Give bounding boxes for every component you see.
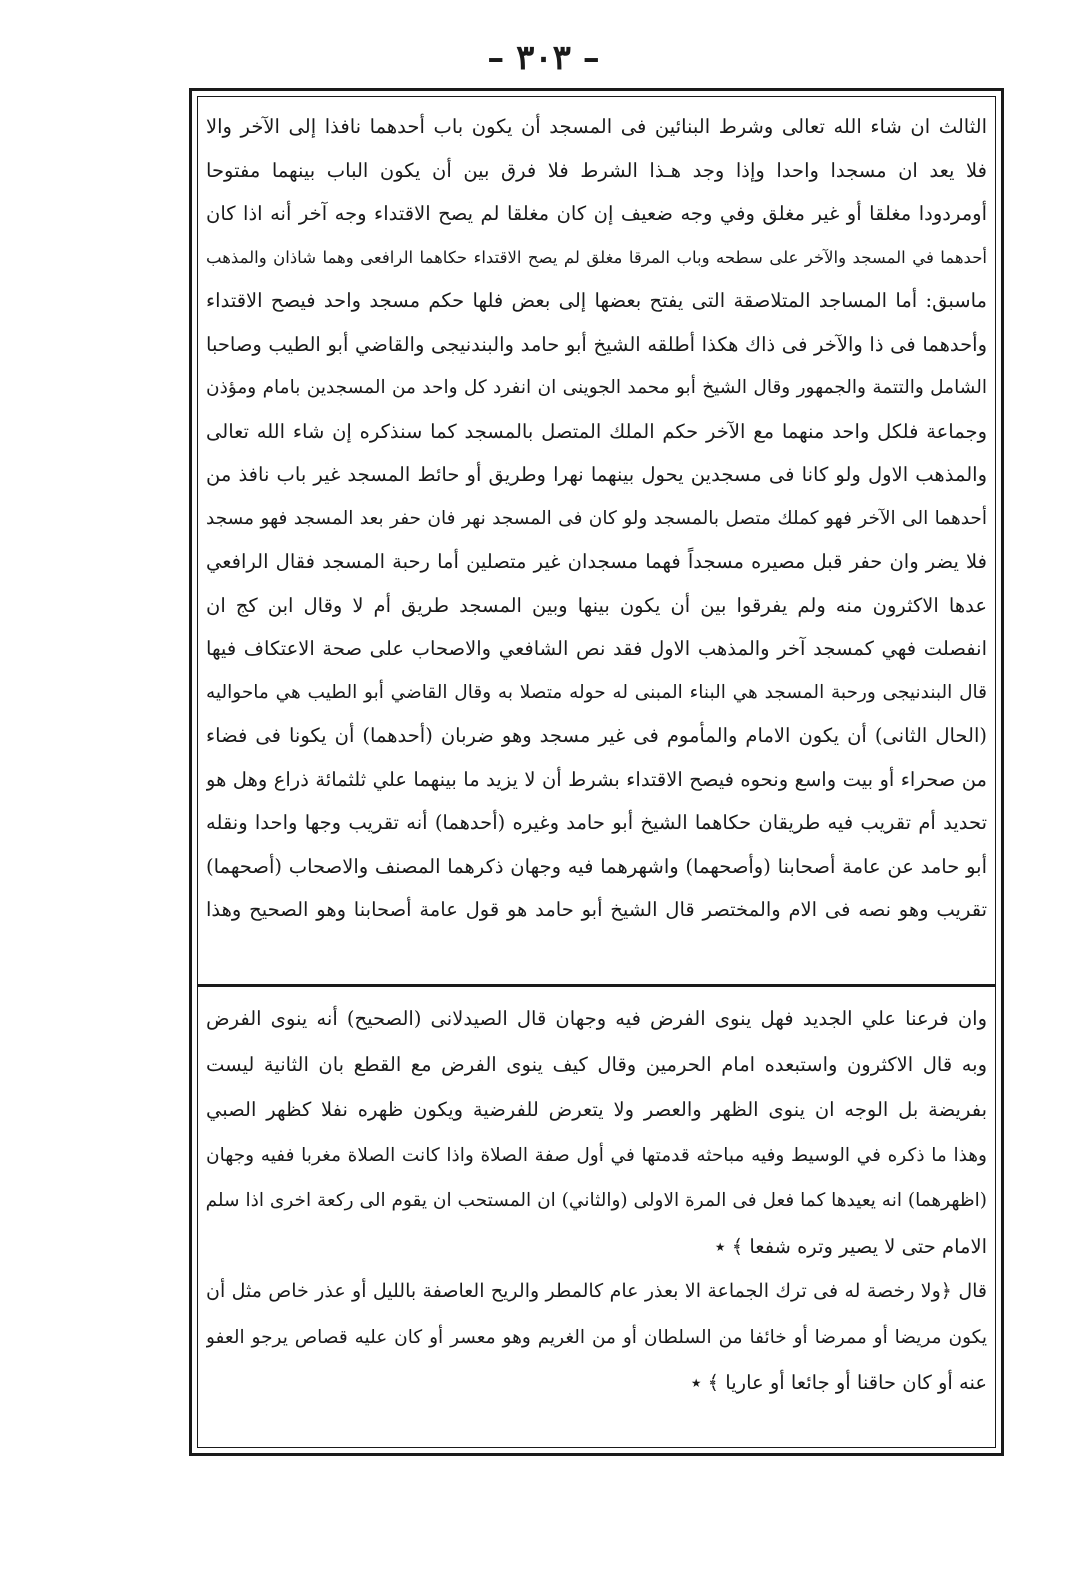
page-frame: [189, 88, 1004, 1456]
main-text-line: فلا يضر وان حفر قبل مصيره مسجداً فهما مسجدان غير متصلين أما رحبة المسجد فقال الرافعي: [206, 550, 987, 573]
main-text-line: فلا يعد ان مسجدا واحدا وإذا وجد هـذا الشرط فلا فرق بين أن يكون الباب بينهما مفتوحا: [206, 158, 987, 182]
footnote-text-line: وبه قال الاكثرون واستبعده امام الحرمين وقال كيف ينوى الفرض مع القطع بان الثانية ليست: [206, 1052, 987, 1076]
main-text-line: تقريب وهو نصه فى الام والمختصر قال الشيخ أبو حامد هو قول عامة أصحابنا وهو الصحيح وهذا: [206, 898, 987, 921]
main-text-line: قال البندنيجى ورحبة المسجد هي البناء المبنى له حوله متصلا به وقال القاضي أبو الطيب هي ماحواليه: [206, 681, 987, 703]
footnote-text-line: الامام حتى لا يصير وتره شفعا ﴾ ٭: [714, 1234, 987, 1258]
main-text-line: من صحراء أو بيت واسع ونحوه فيصح الاقتداء بشرط أن لا يزيد ما بينهما علي ثلثمائة ذراع وهل هو: [206, 767, 987, 791]
footnote-text-block: [206, 996, 987, 1406]
footnote-text-line: قال ﴿ولا رخصة له فى ترك الجماعة الا بعذر عام كالمطر والريح العاصفة بالليل أو عذر خاص مثل أن: [206, 1280, 987, 1302]
main-text-line: وجماعة فلكل واحد منهما مع الآخر حكم الملك المتصل بالمسجد كما سنذكره إن شاء الله تعالى: [206, 419, 987, 443]
main-text-line: أحدهما في المسجد والآخر على سطحه وباب المرقا مغلق لم يصح الاقتداء حكاهما الرافعى وهما شاذان والمذهب: [206, 247, 987, 267]
main-text-line: تحديد أم تقريب فيه طريقان حكاهما الشيخ أبو حامد وغيره (أحدهما) أنه تقريب وجها واحدا ونقله: [206, 811, 987, 834]
footnote-text-line: وهذا ما ذكره في الوسيط وفيه مباحثه قدمتها في أول صفة الصلاة واذا كانت الصلاة مغربا ففيه وجهان: [206, 1144, 987, 1166]
main-text-line: الشامل والتتمة والجمهور وقال الشيخ أبو محمد الجوينى ان انفرد كل واحد من المسجدين بامام ومؤذن: [206, 377, 987, 398]
section-divider: [198, 984, 995, 987]
main-text-line: (الحال الثانى) أن يكون الامام والمأموم فى غير مسجد وهو ضربان (أحدهما) أن يكونا فى فضاء: [206, 724, 987, 747]
main-text-line: انفصلت فهي كمسجد آخر والمذهب الاول فقد نص الشافعي والاصحاب على صحة الاعتكاف فيها: [206, 637, 987, 660]
main-text-line: الثالث ان شاء الله تعالى وشرط البنائين فى المسجد أن يكون باب أحدهما نافذا إلى الآخر والا: [206, 115, 987, 138]
footnote-text-line: بفريضة بل الوجه ان ينوى الظهر والعصر ولا يتعرض للفرضية ويكون ظهره نفلا كظهر الصبي: [206, 1098, 987, 1121]
main-text-line: والمذهب الاول ولو كانا فى مسجدين يحول بينهما نهرا وطريق أو حائط المسجد غير باب نافذ من: [206, 463, 987, 486]
main-text-line: أبو حامد عن عامة أصحابنا (وأصحهما) واشهرهما فيه وجهان ذكرهما المصنف والاصحاب (أصحهما): [206, 854, 987, 878]
main-text-line: أومردودا مغلقا أو غير مغلق وفي وجه ضعيف إن كان مغلقا لم يصح الاقتداء وجه آخر أنه اذا كان: [206, 202, 987, 225]
main-text-line: وأحدهما فى ذا والآخر فى ذاك هكذا أطلقه الشيخ أبو حامد والبندنيجى والقاضي أبو الطيب وصاحبا: [206, 332, 987, 356]
main-text-line: عدها الاكثرون منه ولم يفرقوا بين أن يكون بينها وبين المسجد طريق أم لا وقال ابن كج ان: [206, 593, 987, 617]
page-number: – ٣٠٣ –: [487, 38, 600, 78]
main-text-line: ماسبق: أما المساجد المتلاصقة التى يفتح بعضها إلى بعض فلها حكم مسجد واحد فيصح الاقتداء: [206, 289, 987, 312]
main-text-line: أحدهما الى الآخر فهو كملك متصل بالمسجد ولو كان فى المسجد نهر فان حفر بعد المسجد فهو مسجد: [206, 507, 987, 529]
main-text-block: [206, 105, 987, 932]
footnote-text-line: (اظهرهما) انه يعيدها كما فعل فى المرة الاولى (والثاني) ان المستحب ان يقوم الى ركعة اخرى اذا سلم: [206, 1190, 987, 1211]
footnote-text-line: يكون مريضا أو ممرضا أو خائفا من السلطان أو من الغريم وهو معسر أو كان عليه قصاص يرجو العفو: [206, 1326, 987, 1348]
footnote-text-line: وان فرعنا علي الجديد فهل ينوى الفرض فيه وجهان قال الصيدلانى (الصحيح) أنه ينوى الفرض: [206, 1007, 987, 1030]
footnote-text-line: عنه أو كان حاقنا أو جائعا أو عاريا ﴾ ٭: [690, 1371, 987, 1394]
